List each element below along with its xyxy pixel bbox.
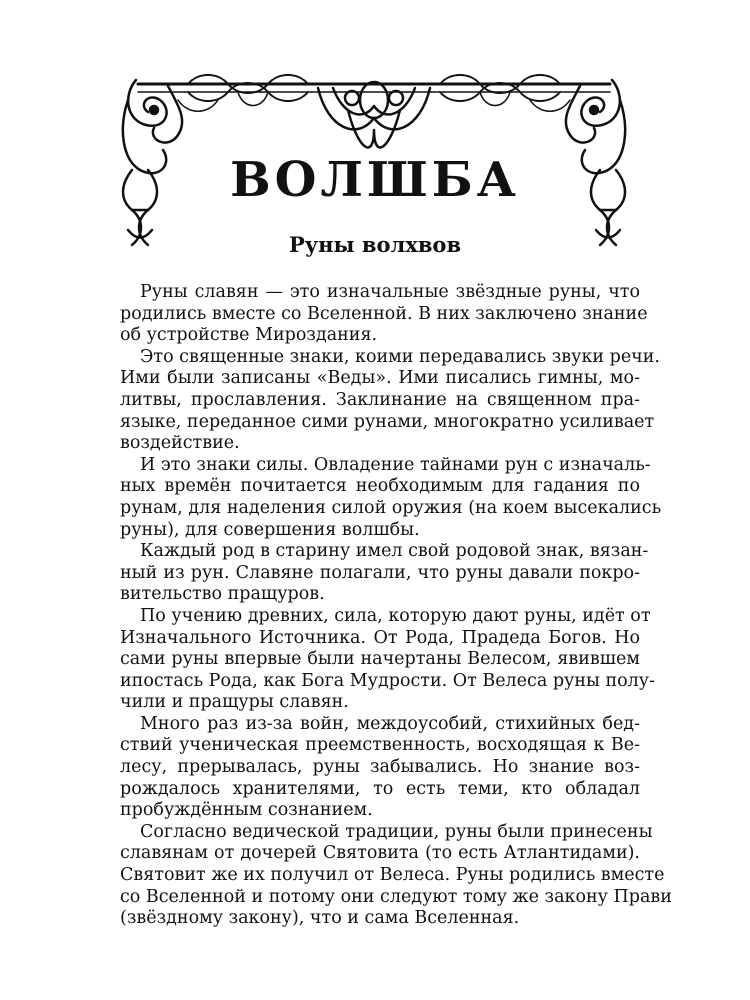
text-line: ствий ученическая преемственность, восходящая к Ве-: [120, 735, 640, 756]
text-line: лесу, прерывалась, руны забывались. Но знание воз-: [120, 757, 640, 778]
body-text: [120, 282, 672, 930]
text-line: Ими были записаны «Веды». Ими писались гимны, мо-: [120, 368, 640, 389]
paragraph: [120, 605, 656, 714]
paragraph: [120, 454, 662, 541]
section-title: Руны волхвов: [288, 232, 462, 257]
text-line: Изначального Источника. От Рода, Прадеда Богов. Но: [120, 627, 640, 648]
text-line: Каждый род в старину имел свой родовой знак, вязан-: [140, 541, 649, 562]
text-line: об устройстве Мироздания.: [120, 325, 378, 346]
text-line: вительство пращуров.: [120, 584, 325, 605]
text-line: Это священные знаки, коими передавались звуки речи.: [140, 346, 660, 367]
text-line: И это знаки силы. Овладение тайнами рун с изначаль-: [140, 454, 651, 475]
paragraph: [120, 821, 672, 930]
text-line: рождалось хранителями, то есть теми, кто обладал: [120, 778, 640, 799]
paragraph: [120, 541, 649, 606]
paragraph: [120, 282, 648, 347]
text-line: славянам от дочерей Святовита (то есть Атлантидами).: [120, 843, 640, 864]
text-line: со Вселенной и потому они следуют тому же закону Прави: [120, 886, 672, 907]
text-line: сами руны впервые были начертаны Велесом, явившем: [120, 649, 640, 670]
text-line: родились вместе со Вселенной. В них заключено знание: [120, 303, 648, 324]
text-line: ипостась Рода, как Бога Мудрости. От Велеса руны полу-: [120, 670, 656, 691]
chapter-title: ВОЛШБА: [230, 152, 520, 208]
text-line: языке, переданное сими рунами, многократно усиливает: [120, 411, 655, 432]
text-line: воздействие.: [120, 433, 240, 454]
text-line: Святовит же их получил от Велеса. Руны родились вместе: [120, 865, 665, 886]
text-line: По учению древних, сила, которую дают руны, идёт от: [140, 605, 651, 626]
text-line: Много раз из-за войн, междоусобий, стихийных бед-: [140, 713, 640, 734]
paragraph: [120, 346, 660, 455]
text-line: (звёздному закону), что и сама Вселенная.: [120, 908, 520, 929]
paragraph: [120, 714, 640, 822]
text-line: ный из рун. Славяне полагали, что руны давали покро-: [120, 562, 640, 583]
text-line: литвы, прославления. Заклинание на священном пра-: [120, 389, 640, 410]
text-line: Руны славян — это изначальные звёздные руны, что: [140, 282, 640, 302]
text-line: чили и пращуры славян.: [120, 692, 349, 713]
text-line: ных времён почитается необходимым для гадания по: [120, 476, 640, 497]
text-line: рунам, для наделения силой оружия (на коем высекались: [120, 497, 662, 518]
text-line: руны), для совершения волшбы.: [120, 519, 420, 540]
text-line: Согласно ведической традиции, руны были принесены: [140, 821, 653, 842]
text-line: пробуждённым сознанием.: [120, 800, 373, 821]
